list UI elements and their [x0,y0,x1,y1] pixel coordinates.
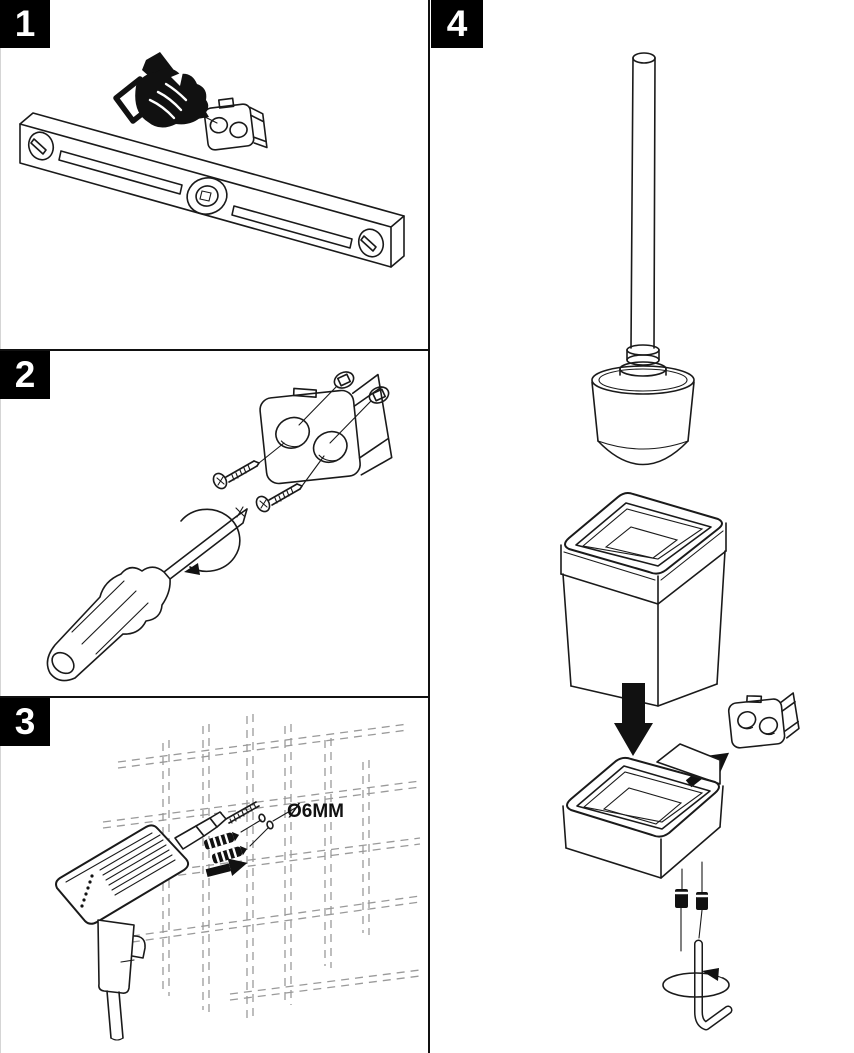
step-4-illustration [430,0,854,1053]
marker-hand-icon [116,52,217,128]
wall-bracket-icon [203,95,267,155]
step-4-panel [430,0,854,1053]
toilet-brush-icon [592,53,694,465]
step-3-badge: 3 [0,698,50,746]
leader-line [299,386,337,425]
step-2-badge: 2 [0,351,50,399]
step-2-illustration [0,351,428,696]
anchor-axis-line [241,820,261,832]
leader-line [330,401,371,443]
set-screw-icon [675,869,688,951]
diameter-label: Ø6MM [287,801,344,822]
step-1-panel [0,0,428,349]
screw-icon [211,443,284,491]
screwdriver-icon [47,507,247,681]
step-1-illustration [0,0,428,349]
rotation-arrow-icon [181,509,240,575]
step-3-illustration [0,698,428,1053]
set-screw-icon [696,862,708,938]
step-2-panel [0,351,428,696]
hex-key-icon [699,944,729,1026]
wall-bracket-icon [727,691,800,749]
down-arrow-icon [614,683,653,756]
step-4-badge: 4 [431,0,483,48]
step-1-badge: 1 [0,0,50,48]
cap-nut-icon [367,384,391,406]
holder-frame-icon [563,744,723,878]
screw-icon [254,456,324,514]
container-cup-icon [561,493,726,706]
step-3-panel [0,698,428,1053]
spirit-level-icon [20,113,404,267]
